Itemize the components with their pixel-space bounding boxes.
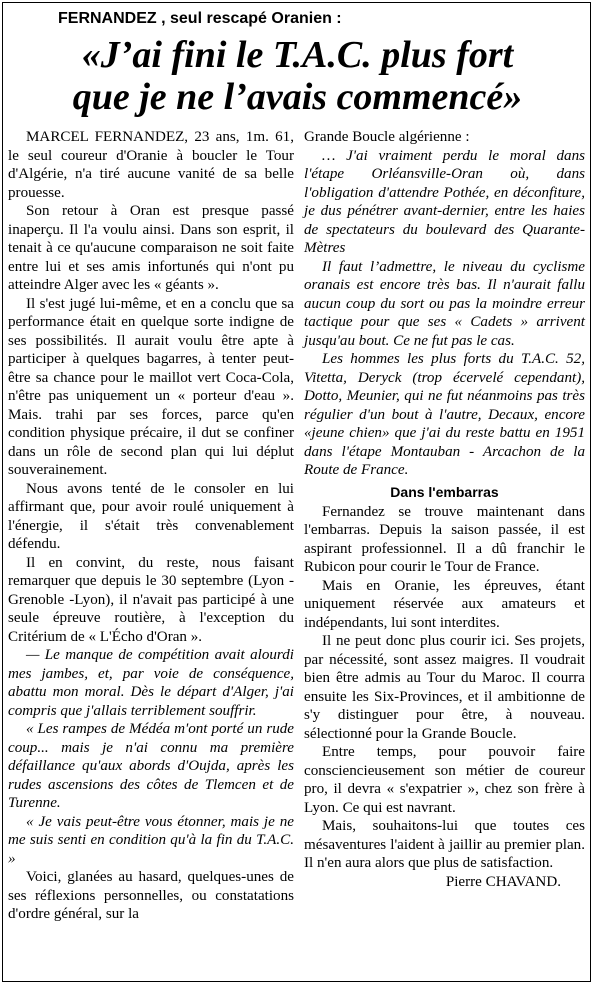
quote-paragraph: Il faut l’admettre, le niveau du cyclisme oranais est encore très bas. Il n'aurait fallu aucun coup du sort ou pas la moindre erreur tactique pour que ses « Cadets » arrivent jusqu'au bout. Ce ne fut pas le cas.	[304, 258, 585, 349]
subhead: Dans l'embarras	[390, 483, 499, 500]
paragraph: Il en convint, du reste, nous faisant remarquer que depuis le 30 septembre (Lyon - Grenoble -Lyon), il n'avait pas participé à une seule épreuve routière, à l'exception du Critérium de « L'Écho d'Oran ».	[8, 554, 294, 645]
signature: Pierre CHAVAND.	[445, 873, 561, 890]
paragraph: Mais, souhaitons-lui que toutes ces mésaventures l'aident à jaillir au premier plan. Il n'en aura alors que plus de satisfaction.	[304, 818, 585, 871]
quote-paragraph: « Je vais peut-être vous étonner, mais je ne me suis senti en condition qu'à la fin du T.A.C. »	[8, 813, 294, 867]
paragraph: Voici, glanées au hasard, quelques-unes de ses réflexions personnelles, ou constatations d'ordre général, sur la	[8, 869, 294, 922]
headline-line-2: que je ne l’avais commencé»	[72, 76, 523, 118]
kicker: FERNANDEZ , seul rescapé Oranien :	[58, 10, 342, 27]
paragraph: Nous avons tenté de le consoler en lui affirmant que, pour avoir roulé uniquement à l'énergie, il s'était très convenablement défendu.	[8, 480, 294, 552]
quote-paragraph: … J'ai vraiment perdu le moral dans l'étape Orléansville-Oran où, dans l'obligation d'attendre Pothée, en déconfiture, je dus pénétrer avant-dernier, entre les haies de spectateurs du boulevard des Quarante-Mètres	[304, 147, 585, 256]
paragraph: Il ne peut donc plus courir ici. Ses projets, par nécessité, sont assez maigres. Il voudrait bien être admis au Tour du Maroc. Il courra ensuite les Six-Provinces, et il ambitionne de s'y distinguer pour être, à nouveau. sélectionné pour la Grande Boucle.	[304, 633, 585, 742]
paragraph: Il s'est jugé lui-même, et en a conclu que sa performance était en quelque sorte indigne de ses possibilités. Il aurait voulu être apte à participer à quelques bagarres, à tenter peut-être sa chance pour le maillot vert Coca-Cola, n'être pas uniquement un « porteur d'eau ». Mais. trahi par ses forces, parce qu'en condition physique précaire, il dut se confiner dans un rôle de second plan qui lui déplut souverainement.	[8, 295, 294, 478]
paragraph: Grande Boucle algérienne :	[304, 129, 470, 145]
paragraph: Son retour à Oran est presque passé inaperçu. Il l'a voulu ainsi. Dans son esprit, il tenait à ce qu'aucune comparaison ne soit faite entre lui et ses amis infortunés qui n'ont pu atteindre Alger avec les « géants ».	[8, 203, 294, 293]
headline-line-1: «J’ai fini le T.A.C. plus fort	[81, 34, 514, 76]
quote-paragraph: — Le manque de compétition avait alourdi mes jambes, et, par voie de conséquence, abattu mon moral. Dès le départ d'Alger, j'ai compris que j'allais terriblement souffrir.	[8, 647, 294, 719]
headline	[0, 34, 595, 118]
paragraph: Entre temps, pour pouvoir faire consciencieusement son métier de coureur pro, il devra « s'expatrier », chez son frère à Lyon. Ce qui est navrant.	[304, 744, 585, 816]
right-column	[304, 128, 585, 891]
paragraph: MARCEL FERNANDEZ, 23 ans, 1m. 61, le seul coureur d'Oranie à boucler le Tour d'Algérie, n'a tiré aucune vanité de sa belle prouesse.	[8, 129, 294, 201]
quote-paragraph: « Les rampes de Médéa m'ont porté un rude coup... mais je n'ai connu ma première défaillance qu'aux abords d'Oujda, après les rudes ascensions des côtes de Tlemcen et de Turenne.	[8, 721, 294, 811]
paragraph: Fernandez se trouve maintenant dans l'embarras. Depuis la saison passée, il est aspirant professionnel. Il a dû franchir le Rubicon pour courir le Tour de France.	[304, 503, 585, 575]
left-column	[8, 128, 294, 924]
paragraph: Mais en Oranie, les épreuves, étant uniquement réservée aux amateurs et indépendants, lui sont interdites.	[304, 577, 585, 631]
quote-paragraph: Les hommes les plus forts du T.A.C. 52, Vitetta, Deryck (trop écervelé cependant), Dotto, Meunier, qui ne fut néanmoins pas très régulier d'un bout à l'autre, Decaux, encore «jeune chien» que j'ai du reste battu en 1951 dans l'étape Montauban - Arcachon de la Route de France.	[304, 351, 585, 478]
